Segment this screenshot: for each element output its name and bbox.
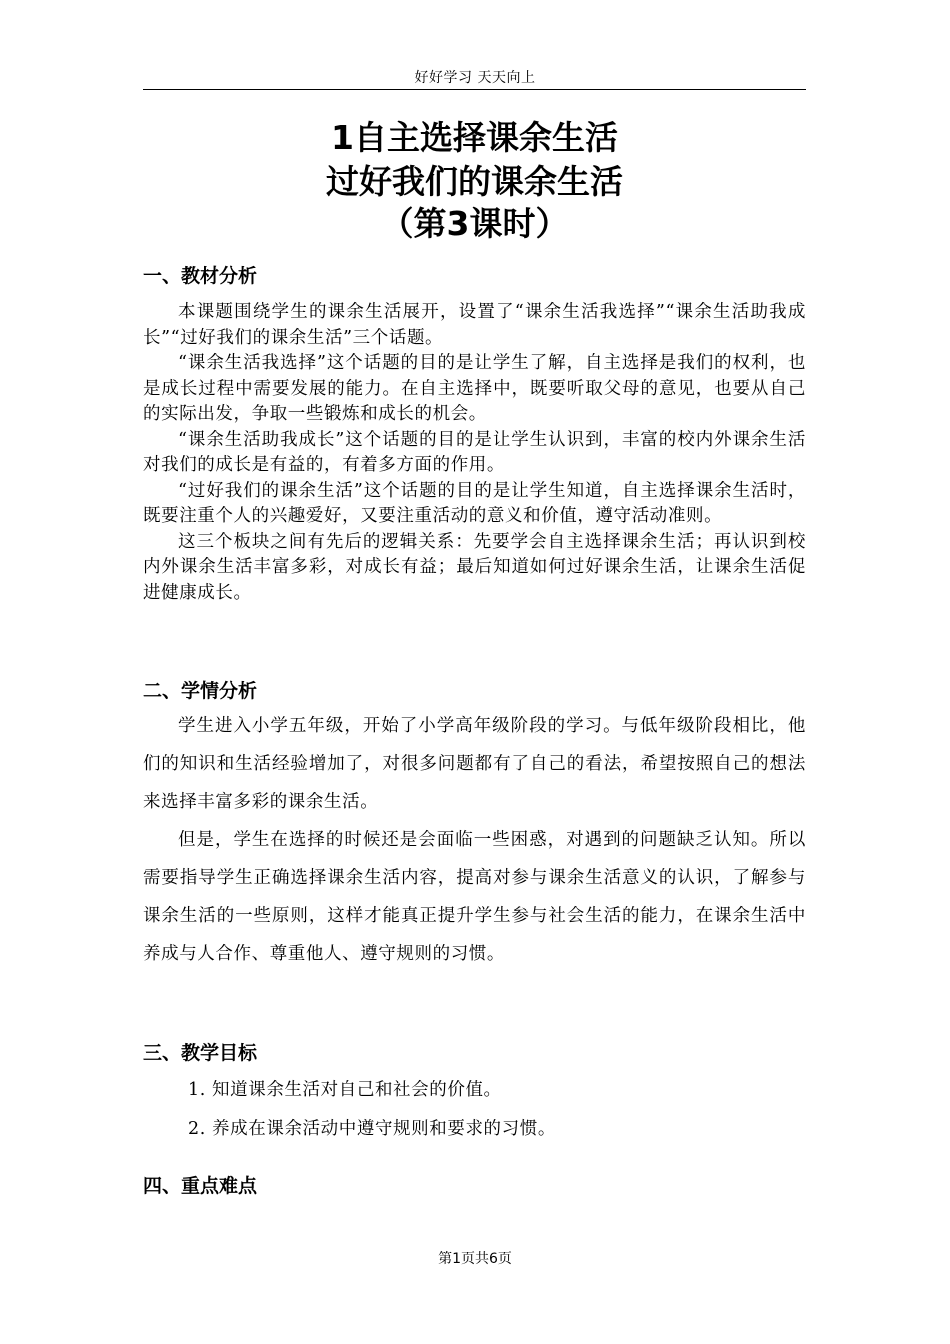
goal-item-2: 2. 养成在课余活动中遵守规则和要求的习惯。 <box>188 1119 556 1139</box>
section-heading-key-points: 四、重点难点 <box>143 1175 258 1197</box>
paragraph: 这三个板块之间有先后的逻辑关系：先要学会自主选择课余生活；再认识到校内外课余生活丰富多彩，对成长有益；最后知道如何过好课余生活，让课余生活促进健康成长。 <box>143 531 806 603</box>
title-line-2: 过好我们的课余生活 <box>326 162 623 201</box>
paragraph: 但是，学生在选择的时候还是会面临一些困惑，对遇到的问题缺乏认知。所以需要指导学生正确选择课余生活内容，提高对参与课余生活意义的认识，了解参与课余生活的一些原则，这样才能真正提升学生参与社会生活的能力，在课余生活中养成与人合作、尊重他人、遵守规则的习惯。 <box>143 830 806 964</box>
paragraph: “过好我们的课余生活”这个话题的目的是让学生知道，自主选择课余生活时，既要注重个人的兴趣爱好，又要注重活动的意义和价值，遵守活动准则。 <box>143 480 806 526</box>
paragraph: 学生进入小学五年级，开始了小学高年级阶段的学习。与低年级阶段相比，他们的知识和生活经验增加了，对很多问题都有了自己的看法，希望按照自己的想法来选择丰富多彩的课余生活。 <box>143 716 806 812</box>
paragraph: “课余生活助我成长”这个话题的目的是让学生认识到，丰富的校内外课余生活对我们的成长是有益的，有着多方面的作用。 <box>143 429 806 475</box>
page-header: 好好学习 天天向上 <box>414 70 536 86</box>
learner-analysis-body <box>143 707 806 973</box>
page-footer: 第1页共6页 <box>438 1251 512 1267</box>
goal-item-1: 1. 知道课余生活对自己和社会的价值。 <box>188 1080 502 1100</box>
title-line-1: 1自主选择课余生活 <box>331 118 618 157</box>
section-heading-learner-analysis: 二、学情分析 <box>143 680 258 702</box>
title-line-3: （第3课时） <box>380 204 569 243</box>
paragraph: 本课题围绕学生的课余生活展开，设置了“课余生活我选择”“课余生活助我成长”“过好我们的课余生活”三个话题。 <box>143 302 806 348</box>
section-heading-teaching-goals: 三、教学目标 <box>143 1042 258 1064</box>
section-heading-textbook-analysis: 一、教材分析 <box>143 265 258 287</box>
paragraph: “课余生活我选择”这个话题的目的是让学生了解，自主选择是我们的权利，也是成长过程中需要发展的能力。在自主选择中，既要听取父母的意见，也要从自己的实际出发，争取一些锻炼和成长的机会。 <box>143 353 806 424</box>
header-rule <box>143 89 806 90</box>
textbook-analysis-body <box>143 300 806 606</box>
